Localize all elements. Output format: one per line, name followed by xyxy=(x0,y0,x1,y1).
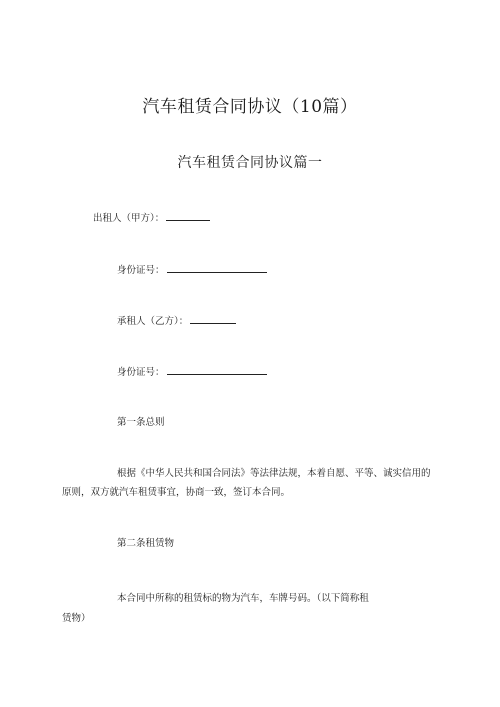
article1-paragraph-line2: 原则，双方就汽车租赁事宜，协商一致，签订本合同。 xyxy=(62,487,291,498)
article2-paragraph-line2: 赁物） xyxy=(62,613,91,624)
lessor-blank xyxy=(166,211,210,221)
lessee-id-field xyxy=(117,365,267,379)
lessee-label: 承租人（乙方）： xyxy=(117,316,189,327)
article2-heading: 第二条租赁物 xyxy=(117,538,175,549)
lessor-id-label: 身份证号： xyxy=(117,265,165,276)
document-subtitle: 汽车租赁合同协议篇一 xyxy=(177,155,323,171)
lessee-blank xyxy=(190,314,236,324)
lessee-field xyxy=(117,314,236,328)
article2-paragraph-line1: 本合同中所称的租赁标的物为汽车，车牌号码。（以下简称租 xyxy=(117,593,369,604)
lessee-id-blank xyxy=(167,365,267,375)
article1-paragraph-line1: 根据《中华人民共和国合同法》等法律法规，本着自愿、平等、诚实信用的 xyxy=(117,468,431,479)
lessor-field xyxy=(93,211,210,225)
lessee-id-label: 身份证号： xyxy=(117,367,165,378)
lessor-id-blank xyxy=(167,263,267,273)
article1-heading: 第一条总则 xyxy=(117,417,165,428)
lessor-label: 出租人（甲方）： xyxy=(93,213,165,224)
document-title: 汽车租赁合同协议（10篇） xyxy=(142,97,358,117)
lessor-id-field xyxy=(117,263,267,277)
